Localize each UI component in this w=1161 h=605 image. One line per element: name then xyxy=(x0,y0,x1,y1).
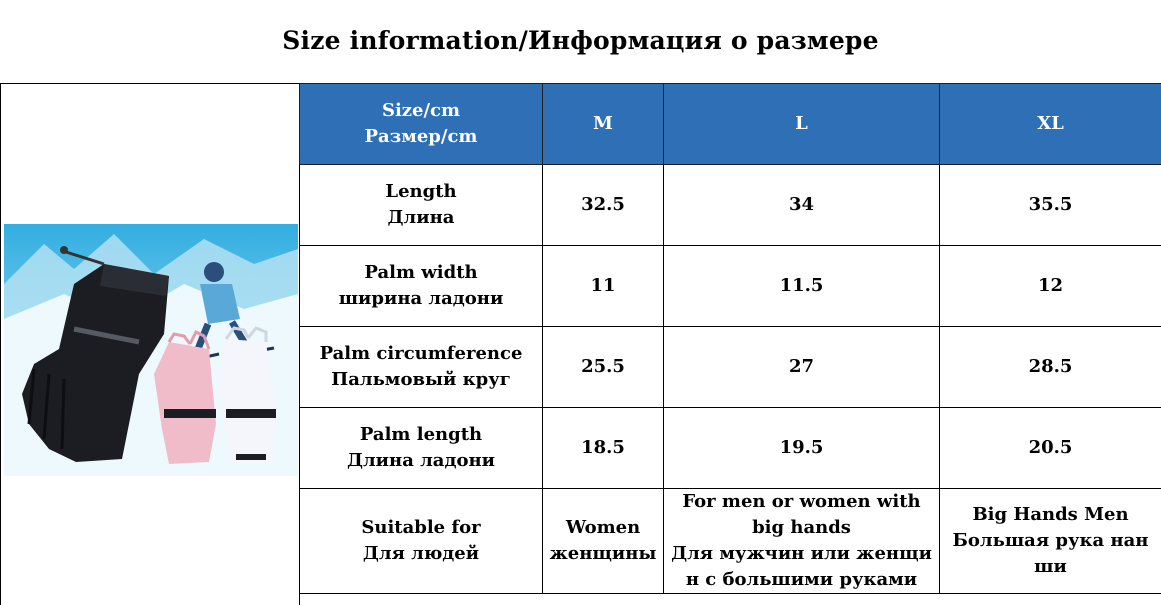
suitable-xl-ru-1: Большая рука нан xyxy=(952,530,1149,551)
row-label xyxy=(300,489,543,594)
cell-xl: 28.5 xyxy=(940,327,1161,408)
header-size-l: L xyxy=(664,84,940,165)
row-label-en: Suitable for xyxy=(361,517,481,538)
row-label xyxy=(300,408,543,489)
cell-xl: 12 xyxy=(940,246,1161,327)
header-size-m: M xyxy=(543,84,664,165)
size-table xyxy=(299,83,1161,594)
suitable-l-en-1: For men or women with xyxy=(682,491,921,512)
cell-m: 32.5 xyxy=(543,165,664,246)
page-title: Size information/Информация о размере xyxy=(282,26,879,55)
suitable-m-en: Women xyxy=(565,517,641,538)
header-size-xl: XL xyxy=(940,84,1161,165)
table-row-palm-circumference xyxy=(300,327,1161,408)
cell-l: 34 xyxy=(664,165,940,246)
header-label-en: Size/cm xyxy=(381,100,461,121)
header-label-ru: Размер/cm xyxy=(364,126,478,147)
row-label xyxy=(300,327,543,408)
row-label-en: Palm circumference xyxy=(319,343,523,364)
product-photo-gloves xyxy=(4,224,298,476)
suitable-xl-en: Big Hands Men xyxy=(972,504,1129,525)
row-label-en: Palm width xyxy=(364,262,478,283)
table-row-length xyxy=(300,165,1161,246)
table-row-suitable-for xyxy=(300,489,1161,594)
table-row-palm-width xyxy=(300,246,1161,327)
table-row-palm-length xyxy=(300,408,1161,489)
cell-m xyxy=(543,489,664,594)
cell-m: 11 xyxy=(543,246,664,327)
suitable-m-ru: женщины xyxy=(549,543,657,564)
header-label-cell xyxy=(300,84,543,165)
suitable-l-en-2: big hands xyxy=(752,517,851,538)
cell-m: 18.5 xyxy=(543,408,664,489)
cell-xl: 35.5 xyxy=(940,165,1161,246)
cell-xl xyxy=(940,489,1161,594)
cell-l xyxy=(664,489,940,594)
row-label-ru: ширина ладони xyxy=(338,288,504,309)
cell-xl: 20.5 xyxy=(940,408,1161,489)
cell-l: 27 xyxy=(664,327,940,408)
suitable-l-ru-1: Для мужчин или женщи xyxy=(671,543,932,564)
row-label-ru: Длина xyxy=(387,207,455,228)
row-label-ru: Пальмовый круг xyxy=(331,369,511,390)
row-label xyxy=(300,246,543,327)
row-label xyxy=(300,165,543,246)
table-header-row xyxy=(300,84,1161,165)
row-label-en: Palm length xyxy=(359,424,483,445)
row-label-ru: Длина ладони xyxy=(346,450,496,471)
row-label-en: Length xyxy=(385,181,457,202)
cell-l: 19.5 xyxy=(664,408,940,489)
suitable-xl-ru-2: ши xyxy=(1034,556,1067,577)
suitable-l-ru-2: н с большими руками xyxy=(685,569,918,590)
cell-l: 11.5 xyxy=(664,246,940,327)
row-label-ru: Для людей xyxy=(362,543,480,564)
cell-m: 25.5 xyxy=(543,327,664,408)
